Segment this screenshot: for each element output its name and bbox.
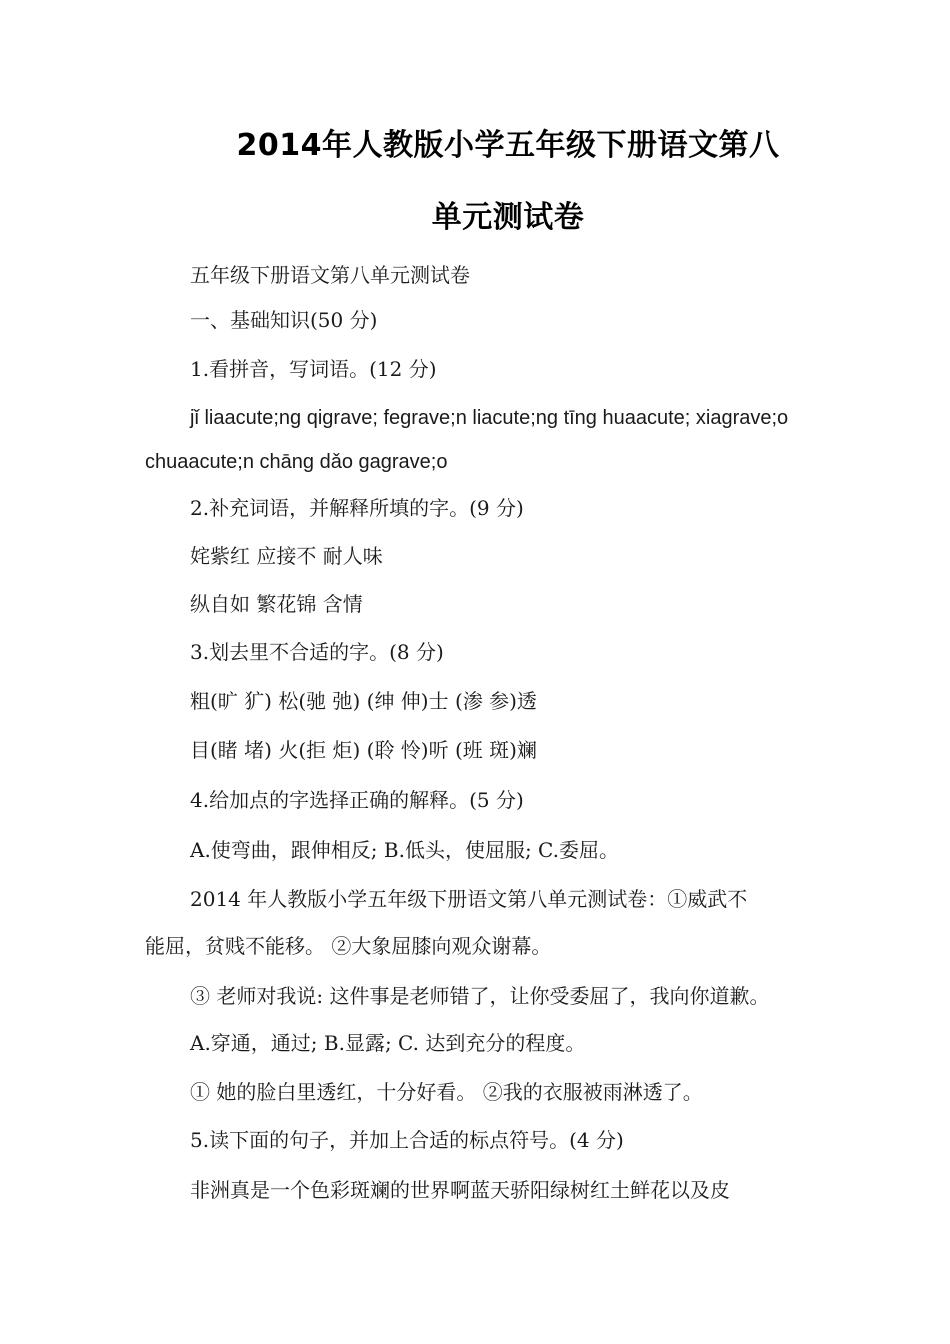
question-1: 1.看拼音，写词语。(12 分) [190,357,437,381]
question-4-sentences-b: ① 她的脸白里透红，十分好看。 ②我的衣服被雨淋透了。 [190,1080,703,1104]
question-2-words-row-1: 姹紫红 应接不 耐人味 [190,544,383,568]
document-title-line-1: 2014年人教版小学五年级下册语文第八 [236,128,780,163]
question-4-sentence-3: ③ 老师对我说: 这件事是老师错了，让你受委屈了，我向你道歉。 [190,984,770,1008]
question-5: 5.读下面的句子，并加上合适的标点符号。(4 分) [190,1128,624,1152]
question-4: 4.给加点的字选择正确的解释。(5 分) [190,788,524,812]
question-4-sentences-line-1: 2014 年人教版小学五年级下册语文第八单元测试卷：①威武不 [190,887,748,911]
section-heading-basics: 一、基础知识(50 分) [190,308,378,332]
question-3-row-1: 粗(旷 犷) 松(驰 弛) (绅 伸)士 (渗 参)透 [190,689,537,713]
paragraph-subtitle: 五年级下册语文第八单元测试卷 [190,263,470,287]
pinyin-line-2: chuaacute;n chāng dǎo gagrave;o [145,451,448,473]
question-2: 2.补充词语，并解释所填的字。(9 分) [190,496,524,520]
question-4-options-b: A.穿通，通过; B.显露; C. 达到充分的程度。 [190,1031,586,1055]
question-5-sentence: 非洲真是一个色彩斑斓的世界啊蓝天骄阳绿树红土鲜花以及皮 [190,1178,730,1202]
question-4-options-a: A.使弯曲，跟伸相反; B.低头，使屈服; C.委屈。 [190,838,619,862]
pinyin-line-1: jǐ liaacute;ng qigrave; fegrave;n liacute;ng tīng huaacute; xiagrave;o [190,407,789,429]
question-2-words-row-2: 纵自如 繁花锦 含情 [190,592,363,616]
question-4-sentences-line-2: 能屈，贫贱不能移。 ②大象屈膝向观众谢幕。 [145,934,552,958]
question-3-row-2: 目(睹 堵) 火(拒 炬) (聆 怜)听 (班 斑)斓 [190,738,537,762]
document-title-line-2: 单元测试卷 [431,200,585,235]
question-3: 3.划去里不合适的字。(8 分) [190,640,444,664]
